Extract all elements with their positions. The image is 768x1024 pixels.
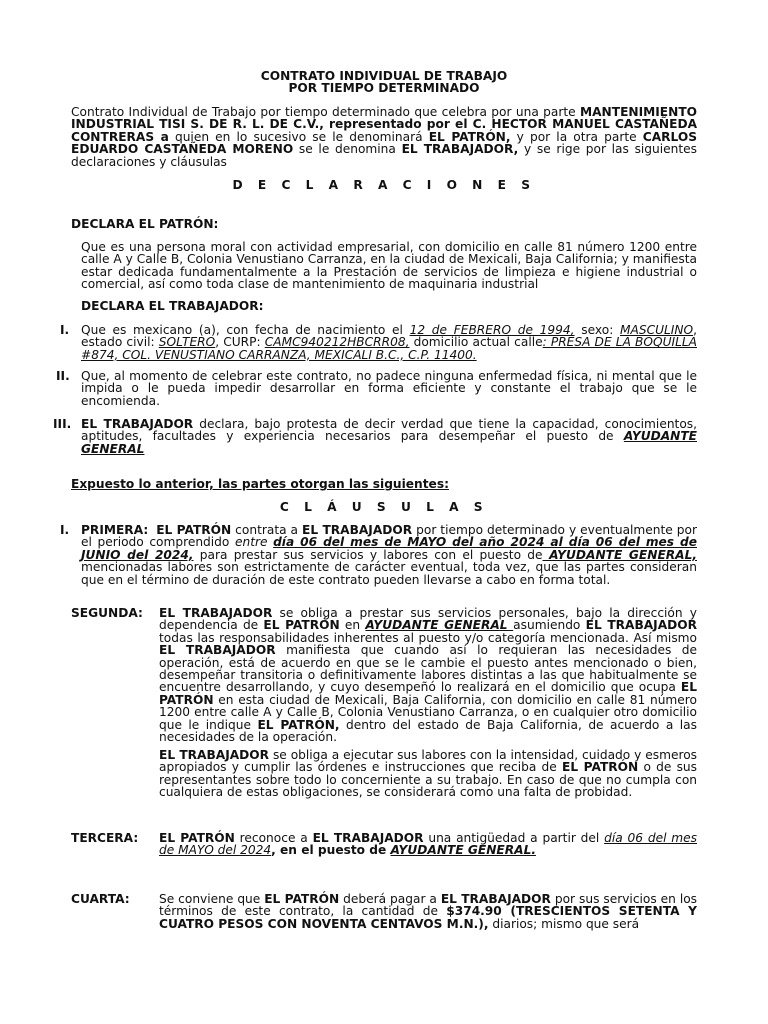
clausula-segunda-p1	[159, 607, 697, 743]
intro-text-2: quien en lo sucesivo se le denominará	[168, 129, 429, 144]
segunda-p2-trabajador: EL TRABAJADOR	[159, 748, 270, 762]
cuarta-label: CUARTA:	[71, 892, 130, 906]
tercera-puesto: AYUDANTE GENERAL.	[390, 843, 536, 858]
cuarta-text-f: diarios; mismo que será	[488, 916, 640, 931]
primera-entre: entre	[234, 535, 268, 550]
declara-trabajador-item-1	[81, 324, 697, 361]
segunda-p1-text-h: todas las responsabilidades inherentes al puesto y/o categoría mencionada. Así mismo	[159, 630, 697, 645]
item1-dob: 12 de FEBRERO de 1994,	[409, 323, 575, 337]
declara-trabajador-item-3	[81, 418, 697, 455]
segunda-p1-patron-2: EL PATRÓN	[159, 680, 697, 707]
item1-text-d: , CURP:	[215, 335, 265, 350]
primera-text-d: por tiempo determinado y eventualmente por el periodo comprendido	[81, 523, 697, 550]
item1-civil: SOLTERO	[158, 335, 216, 350]
primera-period: día 06 del mes de MAYO del año 2024 al día 06 del mes de JUNIO del 2024,	[81, 535, 697, 562]
segunda-p2-text-b: se obliga a ejecutar sus labores con la intensidad, cuidado y esmeros apropiados y cumplir las órdenes e instrucciones que reciba de	[159, 748, 698, 775]
segunda-p1-trabajador-3: EL TRABAJADOR	[159, 643, 276, 658]
clausula-primera	[81, 524, 697, 586]
item1-text-e: domicilio actual calle	[409, 335, 543, 350]
declara-trabajador-item-2: Que, al momento de celebrar este contrato, no padece ninguna enfermedad física, ni mental que le impida o le pueda impedir desarrollar en forma eficiente y constante el trabajo que se le encomienda.	[81, 369, 697, 408]
clausulas-heading: C L Á U S U L A S	[279, 500, 489, 514]
cuarta-text-e: por sus servicios en los términos de este contrato, la cantidad de	[159, 892, 698, 919]
declara-patron-heading: DECLARA EL PATRÓN:	[71, 217, 219, 231]
segunda-p2-text-d: o de sus representantes sobre todo lo concerniente a su trabajo. En caso de que no cumpla con cualquiera de estas obligaciones, se considerará como una falta de probidad.	[159, 760, 697, 800]
primera-patron: EL PATRÓN	[156, 523, 232, 537]
clausula-segunda-p2	[159, 749, 697, 799]
item-ii-number: II.	[56, 369, 70, 383]
item-iii-number: III.	[53, 417, 72, 431]
cuarta-text-a: Se conviene que	[159, 892, 265, 906]
segunda-p1-text-j: manifiesta que cuando así lo requieran las necesidades de operación, está de acuerdo en que se le cambie el puesto antes mencionado o bien, desempeñar transitoria o definitivamente labores distintas a las que habitualmente se encuentre desarrollando, y cuyo desempeñó lo realizará en el domicilio que ocupa	[159, 643, 698, 695]
cuarta-patron: EL PATRÓN	[264, 892, 340, 906]
segunda-p1-text-f: asumiendo	[513, 618, 586, 633]
tercera-text-b: reconoce a	[234, 831, 313, 845]
primera-puesto: AYUDANTE GENERAL,	[542, 547, 697, 562]
intro-paragraph	[71, 106, 697, 168]
intro-worker: CARLOS EDUARDO CASTAÑEDA MORENO	[71, 129, 697, 157]
tercera-date: día 06 del mes de MAYO del 2024	[159, 831, 698, 858]
clausula-tercera	[159, 832, 697, 857]
item1-text-b: sexo:	[574, 323, 620, 337]
item1-text-a: Que es mexicano (a), con fecha de nacimiento el	[81, 323, 410, 337]
declara-trabajador-heading: DECLARA EL TRABAJADOR:	[81, 299, 264, 313]
item3-text: declara, bajo protesta de decir verdad que tiene la capacidad, conocimientos, aptitudes, facultades y experiencia necesarios para desempeñar el puesto de	[81, 417, 698, 444]
primera-trabajador: EL TRABAJADOR	[302, 523, 413, 537]
intro-text-3: y por la otra parte	[510, 129, 643, 144]
segunda-p1-text-d: en	[339, 618, 366, 633]
item1-curp: CAMC940212HBCRR08,	[264, 335, 410, 350]
segunda-p1-patron-3: EL PATRÓN,	[257, 717, 340, 732]
title-line-1: CONTRATO INDIVIDUAL DE TRABAJO	[260, 69, 508, 83]
tercera-text-d: una antigüedad a partir del	[423, 831, 605, 845]
segunda-p1-patron: EL PATRÓN	[263, 618, 340, 633]
declaraciones-heading: D E C L A R A C I O N E S	[232, 178, 536, 192]
title-line-2: POR TIEMPO DETERMINADO	[288, 81, 480, 96]
intro-text-4: se le denomina	[293, 142, 402, 157]
primera-number: I.	[60, 523, 70, 537]
segunda-p1-text-l: en esta ciudad de Mexicali, Baja California, con domicilio en calle 81 número 1200 entre calle A y Calle B, Colonia Venustiano Carranza, o en cualquier otro domicilio que le indique	[159, 692, 697, 732]
tercera-label: TERCERA:	[71, 831, 139, 845]
segunda-label: SEGUNDA:	[71, 606, 143, 620]
segunda-p2-patron: EL PATRÓN	[562, 760, 639, 775]
contract-title	[0, 70, 768, 95]
expuesto-line: Expuesto lo anterior, las partes otorgan las siguientes:	[71, 477, 449, 491]
primera-text-g: mencionadas labores son estrictamente de carácter eventual, toda vez, que las partes consideran que en el término de duración de este contrato pueden llevarse a cabo en forma total.	[81, 560, 697, 587]
primera-text-f: para prestar sus servicios y labores con el puesto de	[193, 547, 543, 562]
intro-text-1: Contrato Individual de Trabajo por tiempo determinado que celebra por una parte	[71, 105, 576, 119]
segunda-p1-text-n: dentro del estado de Baja California, de acuerdo a las necesidades de la operación.	[159, 717, 697, 745]
item3-puesto: AYUDANTE GENERAL	[81, 429, 697, 456]
segunda-p1-trabajador-2: EL TRABAJADOR	[585, 618, 697, 633]
intro-trabajador: EL TRABAJADOR,	[401, 142, 519, 157]
clausula-cuarta	[159, 893, 697, 930]
item1-text-c: , estado civil:	[81, 323, 697, 350]
cuarta-text-c: deberá pagar a	[339, 892, 441, 906]
item1-sex: MASCULINO	[620, 323, 694, 337]
tercera-text-e: , en el puesto de	[271, 843, 391, 858]
intro-patron: EL PATRÓN,	[428, 129, 511, 144]
item1-address: : PRESA DE LA BOQUILLA #874, COL. VENUSTIANO CARRANZA, MEXICALI B.C., C.P. 11400.	[81, 335, 698, 362]
tercera-patron: EL PATRÓN	[159, 831, 235, 845]
segunda-p1-text-b: se obliga a prestar sus servicios personales, bajo la dirección y dependencia de	[159, 606, 697, 633]
declara-patron-text: Que es una persona moral con actividad empresarial, con domicilio en calle 81 número 1200 entre calle A y Calle B, Colonia Venustiano Carranza, en la ciudad de Mexicali, Baja California; y manifiesta estar dedicada fundamentalmente a la Prestación de servicios de limpieza e higiene industrial o comercial, así como toda clase de mantenimiento de maquinaria industrial	[81, 240, 697, 292]
intro-company: MANTENIMIENTO INDUSTRIAL TISI S. DE R. L. DE C.V., representado por el C. HECTOR MANUEL CASTAÑEDA CONTRERAS a	[71, 105, 697, 144]
primera-label: PRIMERA:	[81, 523, 149, 537]
segunda-p1-trabajador: EL TRABAJADOR	[159, 606, 273, 620]
item-i-number: I.	[60, 323, 70, 337]
segunda-p1-puesto: AYUDANTE GENERAL	[365, 618, 514, 633]
primera-text-b: contrata a	[231, 523, 303, 537]
intro-text-5: y se rige por las siguientes declaraciones y cláusulas	[71, 142, 697, 169]
cuarta-amount: $374.90 (TRESCIENTOS SETENTA Y CUATRO PESOS CON NOVENTA CENTAVOS M.N.),	[159, 904, 697, 931]
cuarta-trabajador: EL TRABAJADOR	[440, 892, 551, 906]
tercera-trabajador: EL TRABAJADOR	[312, 831, 424, 845]
item3-bold: EL TRABAJADOR	[81, 417, 194, 431]
